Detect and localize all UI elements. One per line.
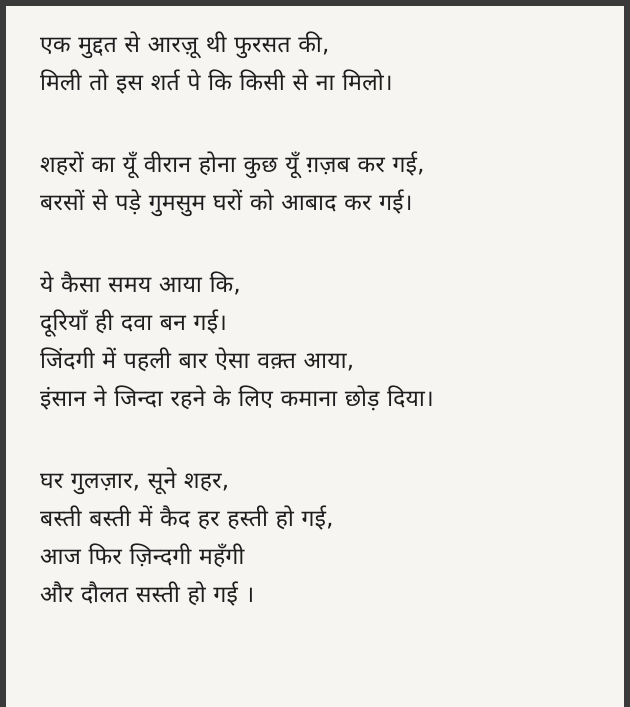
poem-line: एक मुद्दत से आरज़ू थी फुरसत की, [40, 32, 330, 58]
poem-line: घर गुलज़ार, सूने शहर, [40, 468, 230, 494]
stanza-3 [40, 266, 624, 418]
poem-line: जिंदगी में पहली बार ऐसा वक़्त आया, [40, 348, 355, 374]
stanza-1 [40, 26, 624, 102]
stanza-2 [40, 146, 624, 222]
poem-line: ये कैसा समय आया कि, [40, 272, 241, 298]
poem-line: बरसों से पड़े गुमसुम घरों को आबाद कर गई। [40, 190, 413, 216]
poem-line: बस्ती बस्ती में कैद हर हस्ती हो गई, [40, 506, 334, 532]
poem-line: आज फिर ज़िन्दगी महँगी [40, 544, 245, 570]
poem-line: और दौलत सस्ती हो गई । [40, 582, 255, 608]
poem-line: दूरियाँ ही दवा बन गई। [40, 310, 228, 336]
stanza-gap [40, 102, 624, 146]
poem-line: इंसान ने जिन्दा रहने के लिए कमाना छोड़ दिया। [40, 386, 434, 412]
poem-page [6, 6, 624, 707]
poem-line: मिली तो इस शर्त पे कि किसी से ना मिलो। [40, 70, 393, 96]
poem-line: शहरों का यूँ वीरान होना कुछ यूँ ग़ज़ब कर गई, [40, 152, 425, 178]
stanza-gap [40, 222, 624, 266]
stanza-4 [40, 462, 624, 614]
stanza-gap [40, 418, 624, 462]
